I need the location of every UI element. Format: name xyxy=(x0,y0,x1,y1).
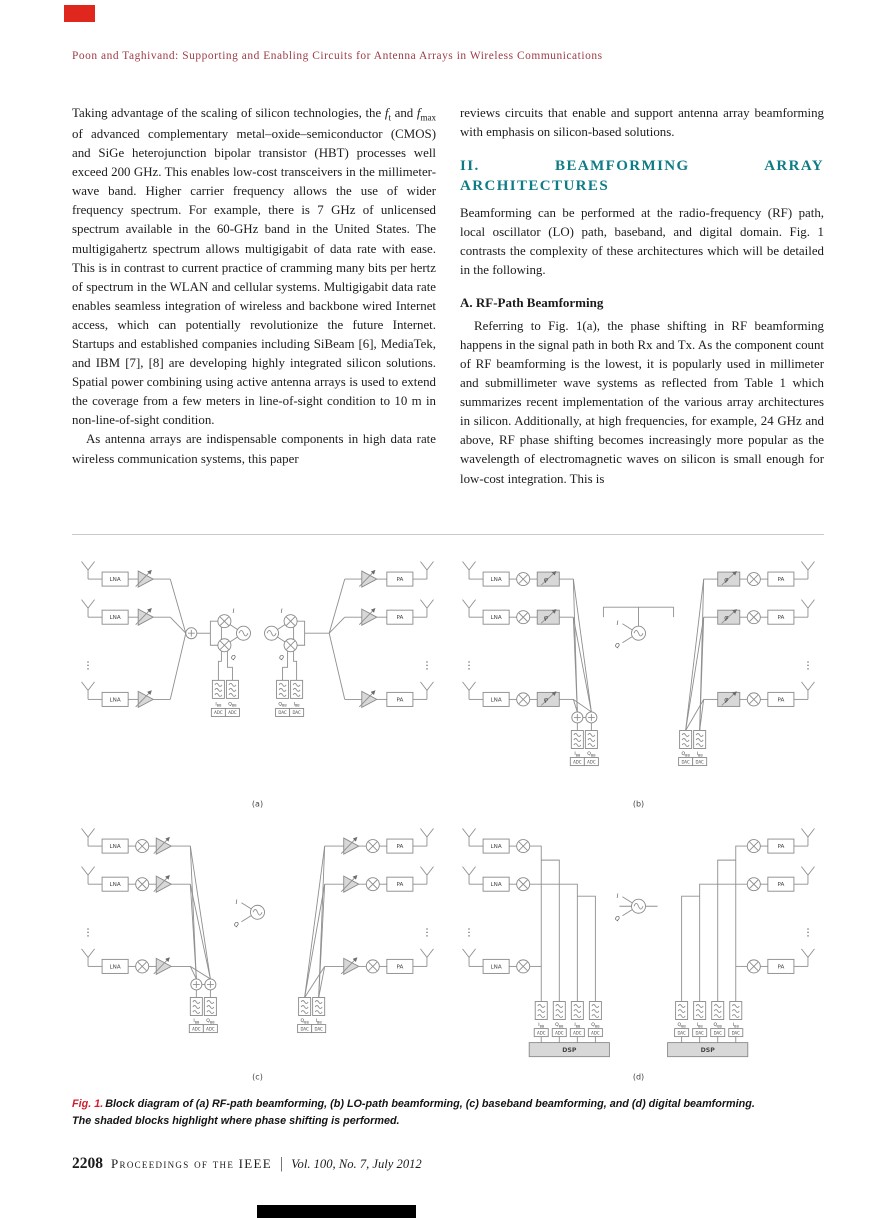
paragraph: As antenna arrays are indispensable components in high data rate wireless communication systems, this paper xyxy=(72,432,436,466)
phase-shifter-amp-icon xyxy=(359,609,377,626)
panel-c-baseband xyxy=(72,816,443,1085)
pa-label: PA xyxy=(777,964,785,971)
antenna-icon xyxy=(82,562,95,580)
dac-label: DAC xyxy=(695,1029,704,1035)
pa-label: PA xyxy=(396,615,404,622)
bb-filter-icon xyxy=(291,680,303,698)
antenna-icon xyxy=(82,682,95,700)
mixer-icon xyxy=(747,839,760,852)
adc-label: ADC xyxy=(228,710,237,716)
antenna-icon xyxy=(801,828,814,846)
lna-label: LNA xyxy=(109,577,121,584)
antenna-icon xyxy=(420,828,433,846)
mixer-icon xyxy=(747,693,760,706)
qbb-label: $Q_{BB}$ xyxy=(591,1022,600,1028)
lna-label: LNA xyxy=(109,697,121,704)
paragraph-text: and xyxy=(390,106,417,120)
antenna-icon xyxy=(801,682,814,700)
paragraph xyxy=(72,104,436,430)
pa-label: PA xyxy=(396,964,404,971)
pa-label: PA xyxy=(777,843,785,850)
ellipsis: ⋮ xyxy=(421,660,432,672)
mixer-icon xyxy=(517,693,530,706)
qbb-label: $Q_{BB}$ xyxy=(300,1018,309,1024)
phase-shifter-amp-icon xyxy=(341,875,359,892)
lna-label: LNA xyxy=(490,577,502,584)
figure-panel-grid xyxy=(72,549,824,1084)
combiner-icon xyxy=(572,712,583,723)
antenna-icon xyxy=(420,949,433,967)
column-right xyxy=(460,104,824,524)
adc-label: ADC xyxy=(573,759,582,765)
phi-label: φ xyxy=(543,613,548,622)
dac-label: DAC xyxy=(278,710,287,716)
panel-a-rf-path xyxy=(72,549,443,812)
antenna-icon xyxy=(82,600,95,618)
ellipsis: ⋮ xyxy=(464,660,475,672)
phi-label: φ xyxy=(724,613,729,622)
antenna-icon xyxy=(463,866,476,884)
antenna-icon xyxy=(463,949,476,967)
adc-label: ADC xyxy=(555,1029,564,1035)
phase-shifter-amp-icon xyxy=(136,609,154,626)
bb-filter-icon xyxy=(190,997,202,1015)
subsection-heading: A. RF-Path Beamforming xyxy=(460,294,604,310)
figure-caption-line1 xyxy=(72,1096,824,1112)
figure-caption-text: Block diagram of (a) RF-path beamforming, (b) LO-path beamforming, (c) baseband beamforming, and (d) digital beamforming. xyxy=(105,1098,755,1111)
adc-label: ADC xyxy=(206,1025,215,1031)
lo-oscillator-icon xyxy=(236,626,250,640)
adc-label: ADC xyxy=(192,1025,201,1031)
ellipsis: ⋮ xyxy=(83,927,94,939)
adc-label: ADC xyxy=(537,1029,546,1035)
ibb-label: $I_{BB}$ xyxy=(732,1022,739,1028)
dac-label: DAC xyxy=(713,1029,722,1035)
mixer-icon xyxy=(218,615,231,628)
ibb-label: $I_{BB}$ xyxy=(193,1018,200,1024)
lna-label: LNA xyxy=(490,697,502,704)
dac-label: DAC xyxy=(681,759,690,765)
combiner-icon xyxy=(205,979,216,990)
figure-caption xyxy=(72,1096,824,1128)
phi-label: φ xyxy=(543,695,548,704)
dsp-label: DSP xyxy=(700,1046,715,1054)
phase-shifter-box-icon xyxy=(537,692,559,707)
antenna-icon xyxy=(801,949,814,967)
bb-filter-icon xyxy=(313,997,325,1015)
dac-label: DAC xyxy=(314,1025,323,1031)
ellipsis: ⋮ xyxy=(802,660,813,672)
mixer-icon xyxy=(517,960,530,973)
mixer-icon xyxy=(517,877,530,890)
adc-label: ADC xyxy=(587,759,596,765)
qbb-label: $Q_{BB}$ xyxy=(206,1018,215,1024)
qbb-label: $Q_{BB}$ xyxy=(713,1022,722,1028)
mixer-icon xyxy=(136,839,149,852)
phase-shifter-box-icon xyxy=(718,572,740,587)
print-mark-red xyxy=(64,5,95,22)
antenna-icon xyxy=(420,866,433,884)
mixer-icon xyxy=(366,960,379,973)
phase-shifter-amp-icon xyxy=(136,571,154,588)
phase-shifter-amp-icon xyxy=(359,571,377,588)
lna-label: LNA xyxy=(490,843,502,850)
bb-filter-icon xyxy=(589,1001,601,1019)
ibb-label: $I_{BB}$ xyxy=(215,702,222,708)
print-mark-black xyxy=(257,1205,416,1218)
bb-filter-icon xyxy=(226,680,238,698)
ibb-label: $I_{BB}$ xyxy=(696,1022,703,1028)
bb-filter-icon xyxy=(212,680,224,698)
phase-shifter-amp-icon xyxy=(154,837,172,854)
phase-shifter-box-icon xyxy=(718,692,740,707)
ellipsis: ⋮ xyxy=(83,660,94,672)
pa-label: PA xyxy=(777,577,785,584)
lna-label: LNA xyxy=(109,843,121,850)
qbb-label: $Q_{BB}$ xyxy=(278,702,287,708)
ellipsis: ⋮ xyxy=(421,927,432,939)
lo-oscillator-icon xyxy=(631,899,645,913)
ibb-label: $I_{BB}$ xyxy=(696,752,703,758)
antenna-icon xyxy=(801,600,814,618)
dac-label: DAC xyxy=(695,759,704,765)
adc-label: ADC xyxy=(214,710,223,716)
page-footer xyxy=(72,1155,824,1173)
phi-label: φ xyxy=(724,575,729,584)
phase-shifter-amp-icon xyxy=(154,958,172,975)
running-head: Poon and Taghivand: Supporting and Enabling Circuits for Antenna Arrays in Wireless Communications xyxy=(72,50,603,62)
bb-filter-icon xyxy=(571,730,583,748)
lna-label: LNA xyxy=(109,964,121,971)
ibb-label: $I_{BB}$ xyxy=(538,1022,545,1028)
i-label: I xyxy=(616,893,619,900)
mixer-icon xyxy=(747,877,760,890)
q-label: Q xyxy=(279,655,284,662)
pa-label: PA xyxy=(777,697,785,704)
antenna-icon xyxy=(463,600,476,618)
phase-shifter-amp-icon xyxy=(154,875,172,892)
ellipsis: ⋮ xyxy=(802,927,813,939)
mixer-icon xyxy=(366,839,379,852)
ibb-label: $I_{BB}$ xyxy=(574,1022,581,1028)
bb-filter-icon xyxy=(553,1001,565,1019)
bb-filter-icon xyxy=(585,730,597,748)
mixer-icon xyxy=(136,960,149,973)
combiner-icon xyxy=(191,979,202,990)
ibb-label: $I_{BB}$ xyxy=(293,702,300,708)
phase-shifter-box-icon xyxy=(718,610,740,625)
paragraph: Beamforming can be performed at the radio-frequency (RF) path, local oscillator (LO) path, baseband, and digital domain. Fig. 1 contrasts the complexity of these architectures which will be detailed in the following. xyxy=(460,206,824,278)
ibb-label: $I_{BB}$ xyxy=(315,1018,322,1024)
pa-label: PA xyxy=(396,697,404,704)
mixer-icon xyxy=(366,877,379,890)
antenna-icon xyxy=(463,682,476,700)
mixer-icon xyxy=(284,639,297,652)
dac-label: DAC xyxy=(292,710,301,716)
i-label: I xyxy=(616,621,619,628)
lo-oscillator-icon xyxy=(265,626,279,640)
combiner-icon xyxy=(186,628,197,639)
lna-label: LNA xyxy=(490,964,502,971)
mixer-icon xyxy=(284,615,297,628)
bb-filter-icon xyxy=(571,1001,583,1019)
phase-shifter-amp-icon xyxy=(359,691,377,708)
wires xyxy=(469,579,808,730)
f-max-symbol: f xyxy=(416,106,421,120)
mixer-icon xyxy=(517,611,530,624)
antenna-icon xyxy=(82,949,95,967)
paragraph: Referring to Fig. 1(a), the phase shifting in RF beamforming happens in the signal path in both Rx and Tx. As the component count of RF beamforming is the lowest, it is popularly used in millimeter and submillimeter wave systems as reflected from Table 1 which summarizes recent implementation of the various array architectures in silicon. Additionally, at high frequencies, for example, 24 GHz and above, RF phase shifting becomes increasingly more popular as the wavelength of electromagnetic waves on silicon is small enough for low-cost integration. This is xyxy=(460,318,824,486)
panel-label-d: (d) xyxy=(632,1072,645,1082)
pa-label: PA xyxy=(777,615,785,622)
phase-shifter-amp-icon xyxy=(136,691,154,708)
mixer-icon xyxy=(747,573,760,586)
section-heading: II. BEAMFORMING ARRAY ARCHITECTURES xyxy=(460,158,824,194)
wires xyxy=(469,843,808,1043)
lna-label: LNA xyxy=(490,881,502,888)
adc-label: ADC xyxy=(573,1029,582,1035)
subscript-max: max xyxy=(420,112,436,123)
ibb-label: $I_{BB}$ xyxy=(574,752,581,758)
i-label: I xyxy=(280,609,283,616)
mixer-icon xyxy=(747,611,760,624)
qbb-label: $Q_{BB}$ xyxy=(555,1022,564,1028)
pa-label: PA xyxy=(396,843,404,850)
panel-label-c: (c) xyxy=(252,1072,263,1082)
q-label: Q xyxy=(234,921,239,928)
mixer-icon xyxy=(136,877,149,890)
mixer-icon xyxy=(517,839,530,852)
combiner-icon xyxy=(586,712,597,723)
bb-filter-icon xyxy=(299,997,311,1015)
pa-label: PA xyxy=(396,881,404,888)
antenna-icon xyxy=(82,828,95,846)
qbb-label: $Q_{BB}$ xyxy=(677,1022,686,1028)
issue-info: Vol. 100, No. 7, July 2012 xyxy=(291,1156,422,1171)
phi-label: φ xyxy=(724,695,729,704)
lo-oscillator-icon xyxy=(631,626,645,640)
dsp-label: DSP xyxy=(562,1046,577,1054)
bb-filter-icon xyxy=(535,1001,547,1019)
phase-shifter-box-icon xyxy=(537,610,559,625)
wires xyxy=(88,579,427,699)
page-number: 2208 xyxy=(72,1154,103,1172)
wires xyxy=(88,843,427,997)
lna-label: LNA xyxy=(109,615,121,622)
pa-label: PA xyxy=(777,881,785,888)
paragraph-text: of advanced complementary metal–oxide–semiconductor (CMOS) and SiGe heterojunction bipolar transistor (HBT) processes well exceed 200 GHz. This enables low-cost transceivers in the millimeter-wave band. Higher carrier frequency allows the use of wider frequency spectrum. For example, there is 7 GHz of unlicensed spectrum available in the 60-GHz band in the United States. The multigigahertz spectrum allows multigigabit of data rate with ease. This is in contrast to current practice of cramming many bits per hertz of spectrum in the WLAN and cellular systems. Multigigabit data rate enables seamless integration of wireless and backbone wired Internet access, which can potentially revolutionize the future Internet. Startups and established companies including SiBeam [6], MediaTek, and IBM [7], [8] are developing highly integrated silicon solutions. Spatial power combining using active antenna arrays is used to extend the coverage from a few meters in line-of-sight condition to 10 m in non-line-of-sight condition. xyxy=(72,126,436,428)
figure-1 xyxy=(72,534,824,1129)
lna-label: LNA xyxy=(109,881,121,888)
panel-d-digital xyxy=(453,816,824,1085)
qbb-label: $Q_{BB}$ xyxy=(587,752,596,758)
q-label: Q xyxy=(615,915,620,922)
antenna-icon xyxy=(801,866,814,884)
i-label: I xyxy=(235,899,238,906)
qbb-label: $Q_{BB}$ xyxy=(228,702,237,708)
f-t-symbol: f xyxy=(384,106,389,120)
phase-shifter-amp-icon xyxy=(341,837,359,854)
antenna-icon xyxy=(420,600,433,618)
antenna-icon xyxy=(420,562,433,580)
bb-filter-icon xyxy=(277,680,289,698)
antenna-icon xyxy=(420,682,433,700)
q-label: Q xyxy=(615,643,620,650)
subscript-t: t xyxy=(388,112,391,123)
q-label: Q xyxy=(231,655,236,662)
bb-filter-icon xyxy=(676,1001,688,1019)
pa-label: PA xyxy=(396,577,404,584)
bb-filter-icon xyxy=(680,730,692,748)
qbb-label: $Q_{BB}$ xyxy=(681,752,690,758)
adc-label: ADC xyxy=(591,1029,600,1035)
lna-label: LNA xyxy=(490,615,502,622)
article-body xyxy=(72,104,824,524)
bb-filter-icon xyxy=(730,1001,742,1019)
antenna-icon xyxy=(463,828,476,846)
panel-label-a: (a) xyxy=(251,799,264,809)
ellipsis: ⋮ xyxy=(464,927,475,939)
antenna-icon xyxy=(82,866,95,884)
journal-name: Proceedings of the IEEE xyxy=(111,1155,273,1171)
phase-shifter-box-icon xyxy=(537,572,559,587)
bb-filter-icon xyxy=(694,1001,706,1019)
figure-caption-line2: The shaded blocks highlight where phase shifting is performed. xyxy=(72,1114,400,1127)
mixer-icon xyxy=(517,573,530,586)
bb-filter-icon xyxy=(204,997,216,1015)
paragraph-text: Taking advantage of the scaling of silicon technologies, the xyxy=(72,106,385,120)
bb-filter-icon xyxy=(712,1001,724,1019)
bb-filter-icon xyxy=(694,730,706,748)
paragraph: reviews circuits that enable and support antenna array beamforming with emphasis on silicon-based solutions. xyxy=(460,106,824,140)
antenna-icon xyxy=(463,562,476,580)
i-label: I xyxy=(232,609,235,616)
antenna-icon xyxy=(801,562,814,580)
mixer-icon xyxy=(747,960,760,973)
dac-label: DAC xyxy=(677,1029,686,1035)
figure-caption-label: Fig. 1. xyxy=(72,1098,104,1111)
dac-label: DAC xyxy=(300,1025,309,1031)
panel-b-lo-path xyxy=(453,549,824,812)
dac-label: DAC xyxy=(731,1029,740,1035)
panel-label-b: (b) xyxy=(632,799,645,809)
column-left xyxy=(72,104,436,524)
phase-shifter-amp-icon xyxy=(341,958,359,975)
phi-label: φ xyxy=(543,575,548,584)
mixer-icon xyxy=(218,639,231,652)
lo-oscillator-icon xyxy=(250,905,264,919)
footer-separator: | xyxy=(280,1154,284,1172)
